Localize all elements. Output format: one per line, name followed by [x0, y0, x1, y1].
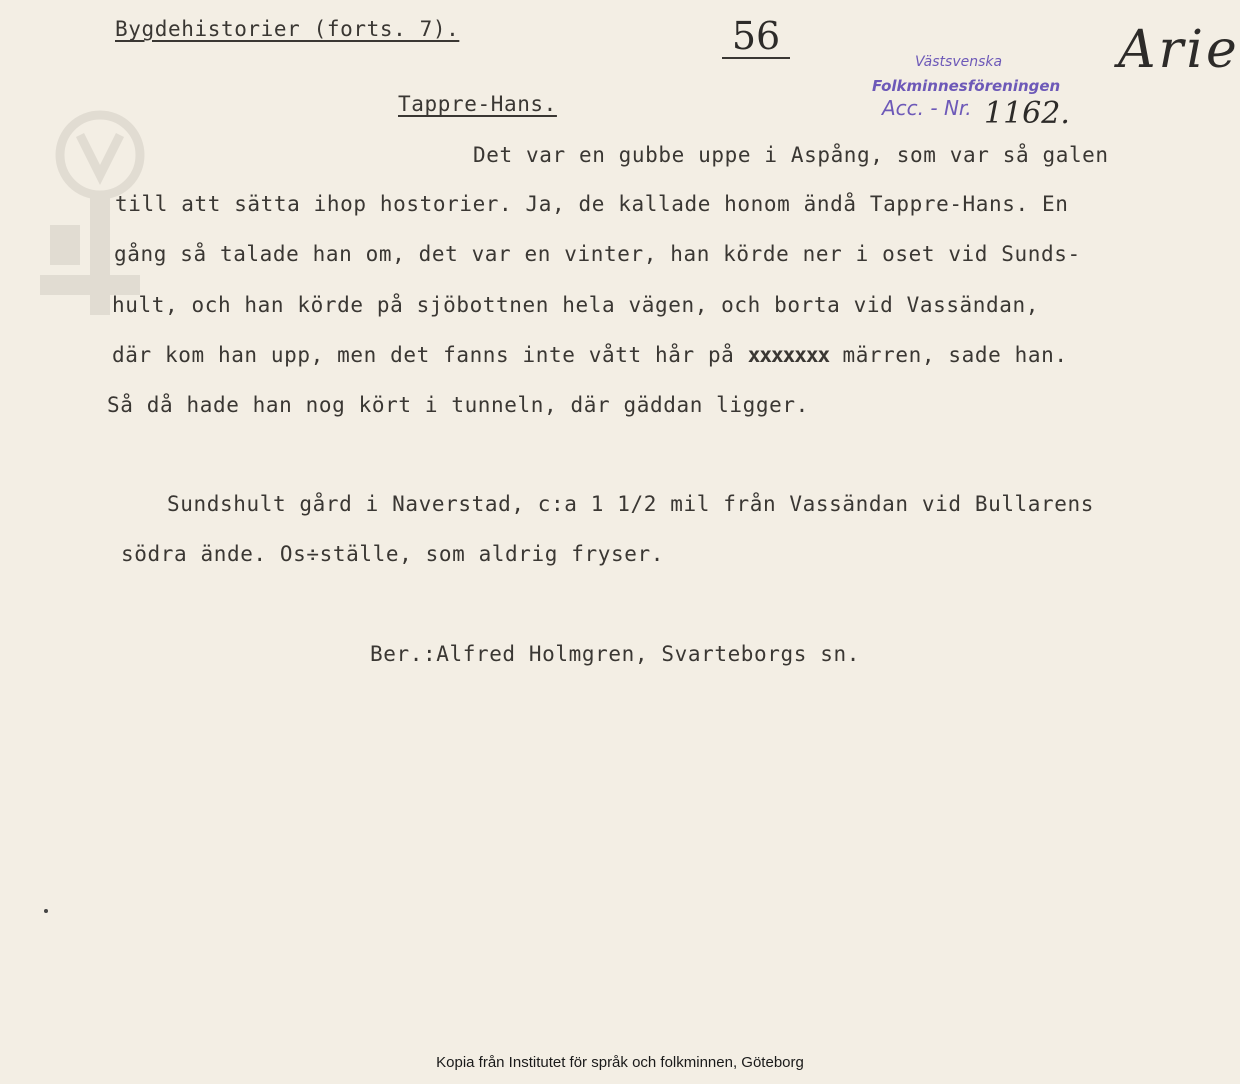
story-line: hult, och han körde på sjöbottnen hela vägen, och borta vid Vassändan, — [112, 293, 1040, 317]
accession-number: 1162. — [984, 96, 1070, 131]
stamp-acc-label: Acc. - Nr. — [882, 96, 972, 120]
story-line: Det var en gubbe uppe i Aspång, som var så galen — [473, 143, 1109, 167]
story-line: Så då hade han nog kört i tunneln, där gäddan ligger. — [107, 393, 809, 417]
stamp-line-2: Folkminnesföreningen — [872, 77, 1061, 95]
story-line-text: där kom han upp, men det fanns inte vått hår på — [112, 343, 735, 367]
page-number: 56 — [722, 15, 790, 59]
ink-speck — [44, 909, 48, 913]
struck-out-word: xxxxxxx — [747, 343, 830, 367]
story-line-end: märren, sade han. — [829, 343, 1068, 367]
story-title: Tappre-Hans. — [398, 92, 557, 116]
story-line: till att sätta ihop hostorier. Ja, de kallade honom ändå Tappre-Hans. En — [115, 192, 1069, 216]
document-header: Bygdehistorier (forts. 7). — [115, 17, 460, 41]
story-line — [112, 343, 1068, 367]
story-line: gång så talade han om, det var en vinter, han körde ner i oset vid Sunds- — [114, 242, 1081, 266]
informant-line: Ber.:Alfred Holmgren, Svarteborgs sn. — [370, 642, 860, 666]
handwritten-signature: Arie — [1118, 20, 1240, 80]
note-line: Sundshult gård i Naverstad, c:a 1 1/2 mil från Vassändan vid Bullarens — [167, 492, 1095, 516]
copy-footer: Kopia från Institutet för språk och folkminnen, Göteborg — [436, 1054, 804, 1071]
note-line: södra ände. Os÷ställe, som aldrig fryser. — [121, 542, 664, 566]
stamp-line-1: Västsvenska — [915, 54, 1003, 70]
